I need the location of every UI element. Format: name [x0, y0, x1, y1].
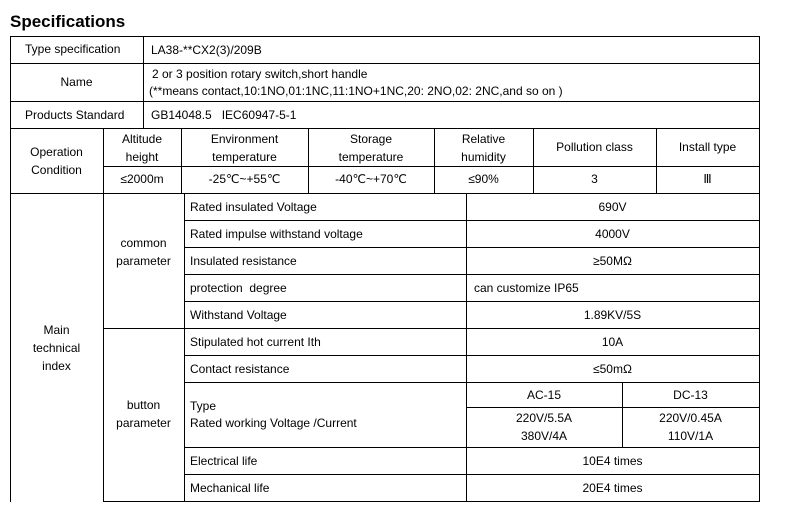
humidity-header-line2: humidity [461, 150, 506, 164]
param-name: Rated insulated Voltage [190, 200, 317, 214]
param-name: protection degree [190, 281, 287, 295]
button-parameter-label [103, 396, 184, 432]
storage-temp-header-line1: Storage [349, 132, 393, 146]
param-name: Insulated resistance [190, 254, 297, 268]
storage-temp-value: -40℃~+70℃ [335, 172, 407, 186]
humidity-header [434, 130, 533, 166]
grid-line [184, 301, 760, 302]
param-value: 1.89KV/5S [583, 308, 642, 322]
pollution-class-header: Pollution class [556, 140, 633, 154]
ac-15-line2: 380V/4A [520, 429, 568, 443]
grid-line [10, 36, 11, 502]
name-label: Name [60, 75, 93, 89]
param-value: 690V [598, 200, 627, 214]
grid-line [143, 36, 144, 128]
operation-label-line1: Operation [30, 145, 83, 159]
dc-13-line2: 110V/1A [667, 429, 714, 443]
env-temp-header-line2: temperature [212, 150, 277, 164]
button-label-line1: button [126, 398, 161, 412]
grid-line [184, 355, 760, 356]
ac-15-header: AC-15 [526, 388, 561, 402]
grid-line [103, 166, 760, 167]
grid-line [184, 382, 760, 383]
humidity-value: ≤90% [468, 172, 499, 186]
dc-13-header: DC-13 [673, 388, 708, 402]
grid-line [10, 63, 760, 64]
main-technical-index-label [10, 321, 103, 375]
param-name: Rated impulse withstand voltage [190, 227, 363, 241]
param-value: 10E4 times [582, 454, 643, 468]
operation-label [10, 143, 103, 179]
altitude-value: ≤2000m [120, 172, 164, 186]
standard-label: Products Standard [25, 108, 125, 122]
storage-temp-header-line2: temperature [338, 150, 404, 164]
grid-line [184, 447, 760, 448]
ac-15-line1: 220V/5.5A [515, 411, 573, 425]
grid-line [10, 36, 760, 37]
param-name: Electrical life [190, 454, 258, 468]
dc-13-line1: 220V/0.45A [659, 411, 722, 425]
grid-line [759, 36, 760, 502]
grid-line [184, 247, 760, 248]
altitude-header-line1: Altitude [121, 132, 163, 146]
param-value: 4000V [595, 227, 630, 241]
grid-line [10, 128, 760, 129]
storage-temp-header [308, 130, 434, 166]
grid-line [184, 220, 760, 221]
ac-15-values [466, 409, 622, 445]
env-temp-header-line1: Environment [210, 132, 279, 146]
operation-label-line2: Condition [31, 163, 82, 177]
grid-line [10, 101, 760, 102]
env-temp-value: -25℃~+55℃ [208, 172, 281, 186]
humidity-header-line1: Relative [461, 132, 506, 146]
grid-line [466, 407, 760, 408]
param-name: Contact resistance [190, 362, 290, 376]
grid-line [103, 328, 760, 329]
common-label-line2: parameter [116, 254, 171, 268]
name-line2: (**means contact,10:1NO,01:1NC,11:1NO+1NC,20: 2NO,02: 2NC,and so on ) [149, 84, 563, 98]
param-value: ≤50mΩ [593, 362, 632, 376]
param-name: Withstand Voltage [190, 308, 287, 322]
type-label: Type [190, 399, 217, 413]
type-spec-label: Type specification [25, 42, 121, 56]
install-type-value: Ⅲ [703, 172, 712, 186]
grid-line [184, 193, 185, 502]
dc-13-values [622, 409, 759, 445]
param-value: 20E4 times [582, 481, 643, 495]
altitude-header-line2: height [125, 150, 159, 164]
standard-value: GB14048.5 IEC60947-5-1 [151, 108, 297, 122]
altitude-header [103, 130, 181, 166]
button-label-line2: parameter [116, 416, 171, 430]
type-spec-value: LA38-**CX2(3)/209B [151, 43, 262, 57]
grid-line [184, 474, 760, 475]
common-parameter-label [103, 234, 184, 270]
param-name: Mechanical life [190, 481, 270, 495]
page-title: Specifications [10, 12, 126, 31]
grid-line [184, 274, 760, 275]
rated-working-label: Rated working Voltage /Current [190, 416, 357, 430]
pollution-class-value: 3 [591, 172, 598, 186]
name-line1: 2 or 3 position rotary switch,short handle [152, 67, 368, 81]
param-name: Stipulated hot current Ith [190, 335, 321, 349]
main-label-line3: index [42, 359, 71, 373]
common-label-line1: common [120, 236, 167, 250]
grid-line [103, 501, 760, 502]
main-label-line2: technical [32, 341, 81, 355]
grid-line [10, 193, 760, 194]
param-value: 10A [601, 335, 624, 349]
env-temp-header [181, 130, 308, 166]
main-label-line1: Main [43, 323, 70, 337]
param-value: ≥50MΩ [593, 254, 632, 268]
param-value: can customize IP65 [474, 281, 579, 295]
install-type-header: Install type [678, 140, 737, 154]
